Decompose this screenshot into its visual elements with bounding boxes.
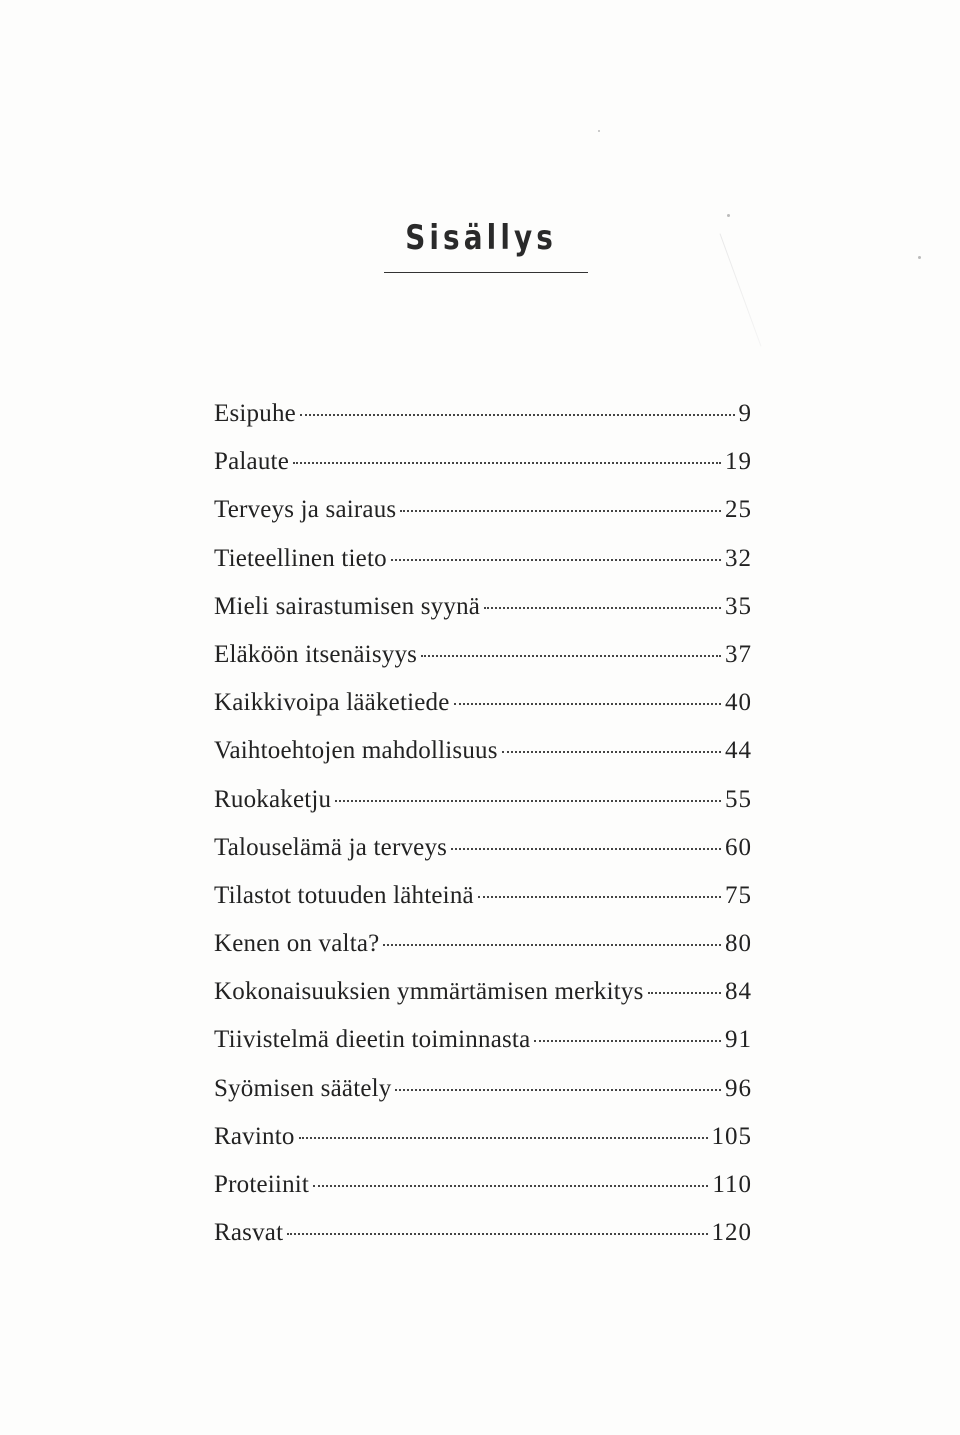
- toc-entry: [214, 727, 752, 775]
- toc-entry-page-number: 19: [725, 448, 752, 476]
- scan-speck: [918, 256, 921, 259]
- dot-leader: [534, 1040, 721, 1042]
- dot-leader: [383, 944, 721, 946]
- toc-entry-page-number: 91: [725, 1026, 752, 1054]
- dot-leader: [454, 703, 721, 705]
- toc-entry-title: Palaute: [214, 448, 289, 476]
- toc-entry-title: Tilastot totuuden lähteinä: [214, 881, 474, 909]
- toc-entry: [214, 1065, 752, 1113]
- toc-entry: [214, 679, 752, 727]
- toc-entry-page-number: 32: [725, 544, 752, 572]
- toc-entry: [214, 920, 752, 968]
- toc-entry-page-number: 96: [725, 1074, 752, 1102]
- toc-entry-page-number: 55: [725, 785, 752, 813]
- toc-entry-page-number: 75: [725, 881, 752, 909]
- toc-entry-title: Terveys ja sairaus: [214, 496, 397, 524]
- scan-speck: [727, 214, 730, 217]
- toc-entry-page-number: 80: [725, 930, 752, 958]
- dot-leader: [648, 992, 721, 994]
- dot-leader: [313, 1185, 708, 1187]
- toc-entry: [214, 1016, 752, 1064]
- title-underline: [384, 272, 588, 273]
- dot-leader: [299, 1137, 708, 1139]
- toc-entry-title: Proteiinit: [214, 1171, 310, 1198]
- toc-entry-page-number: 37: [725, 640, 752, 668]
- toc-entry: [214, 438, 752, 486]
- toc-entry-title: Ruokaketju: [214, 785, 332, 813]
- toc-entry-title: Syömisen säätely: [214, 1074, 392, 1102]
- toc-entry: [214, 1161, 752, 1209]
- dot-leader: [293, 462, 721, 464]
- toc-entry: [214, 968, 752, 1016]
- toc-entry-title: Kokonaisuuksien ymmärtämisen merkitys: [214, 978, 644, 1006]
- dot-leader: [451, 848, 721, 850]
- table-of-contents: [214, 390, 752, 1257]
- toc-entry-page-number: 9: [738, 400, 752, 427]
- toc-entry-title: Talouselämä ja terveys: [214, 833, 448, 861]
- toc-entry-title: Mieli sairastumisen syynä: [214, 592, 481, 620]
- dot-leader: [484, 607, 721, 609]
- toc-entry: [214, 872, 752, 920]
- toc-entry-title: Rasvat: [214, 1219, 284, 1247]
- toc-entry-page-number: 60: [725, 833, 752, 861]
- toc-entry: [214, 486, 752, 534]
- dot-leader: [400, 510, 721, 512]
- toc-entry-page-number: 25: [725, 496, 752, 524]
- toc-entry-page-number: 44: [725, 737, 752, 765]
- dot-leader: [502, 751, 721, 753]
- toc-entry-title: Tiivistelmä dieetin toiminnasta: [214, 1026, 531, 1054]
- toc-entry-title: Ravinto: [214, 1122, 295, 1150]
- dot-leader: [300, 414, 735, 416]
- toc-entry: [214, 776, 752, 824]
- toc-entry-page-number: 35: [725, 592, 752, 620]
- toc-entry-page-number: 84: [725, 978, 752, 1006]
- toc-entry: [214, 1209, 752, 1257]
- toc-entry-page-number: 120: [711, 1219, 752, 1247]
- scan-speck: [598, 130, 600, 132]
- dot-leader: [287, 1233, 707, 1235]
- toc-entry-title: Eläköön itsenäisyys: [214, 640, 418, 668]
- toc-entry-title: Esipuhe: [214, 400, 296, 427]
- toc-entry: [214, 390, 752, 438]
- page-title: Sisällys: [405, 218, 557, 258]
- toc-entry-title: Kenen on valta?: [214, 930, 380, 958]
- toc-entry: [214, 824, 752, 872]
- toc-entry-title: Vaihtoehtojen mahdollisuus: [214, 737, 498, 765]
- toc-entry: [214, 1113, 752, 1161]
- toc-entry-page-number: 40: [725, 689, 752, 717]
- dot-leader: [335, 800, 721, 802]
- toc-entry-page-number: 105: [711, 1122, 752, 1150]
- toc-entry-title: Kaikkivoipa lääketiede: [214, 689, 450, 717]
- toc-entry: [214, 631, 752, 679]
- toc-entry: [214, 583, 752, 631]
- dot-leader: [421, 655, 721, 657]
- toc-entry-title: Tieteellinen tieto: [214, 544, 387, 572]
- toc-entry-page-number: 110: [712, 1171, 752, 1198]
- dot-leader: [395, 1089, 721, 1091]
- dot-leader: [391, 559, 721, 561]
- dot-leader: [478, 896, 721, 898]
- toc-entry: [214, 535, 752, 583]
